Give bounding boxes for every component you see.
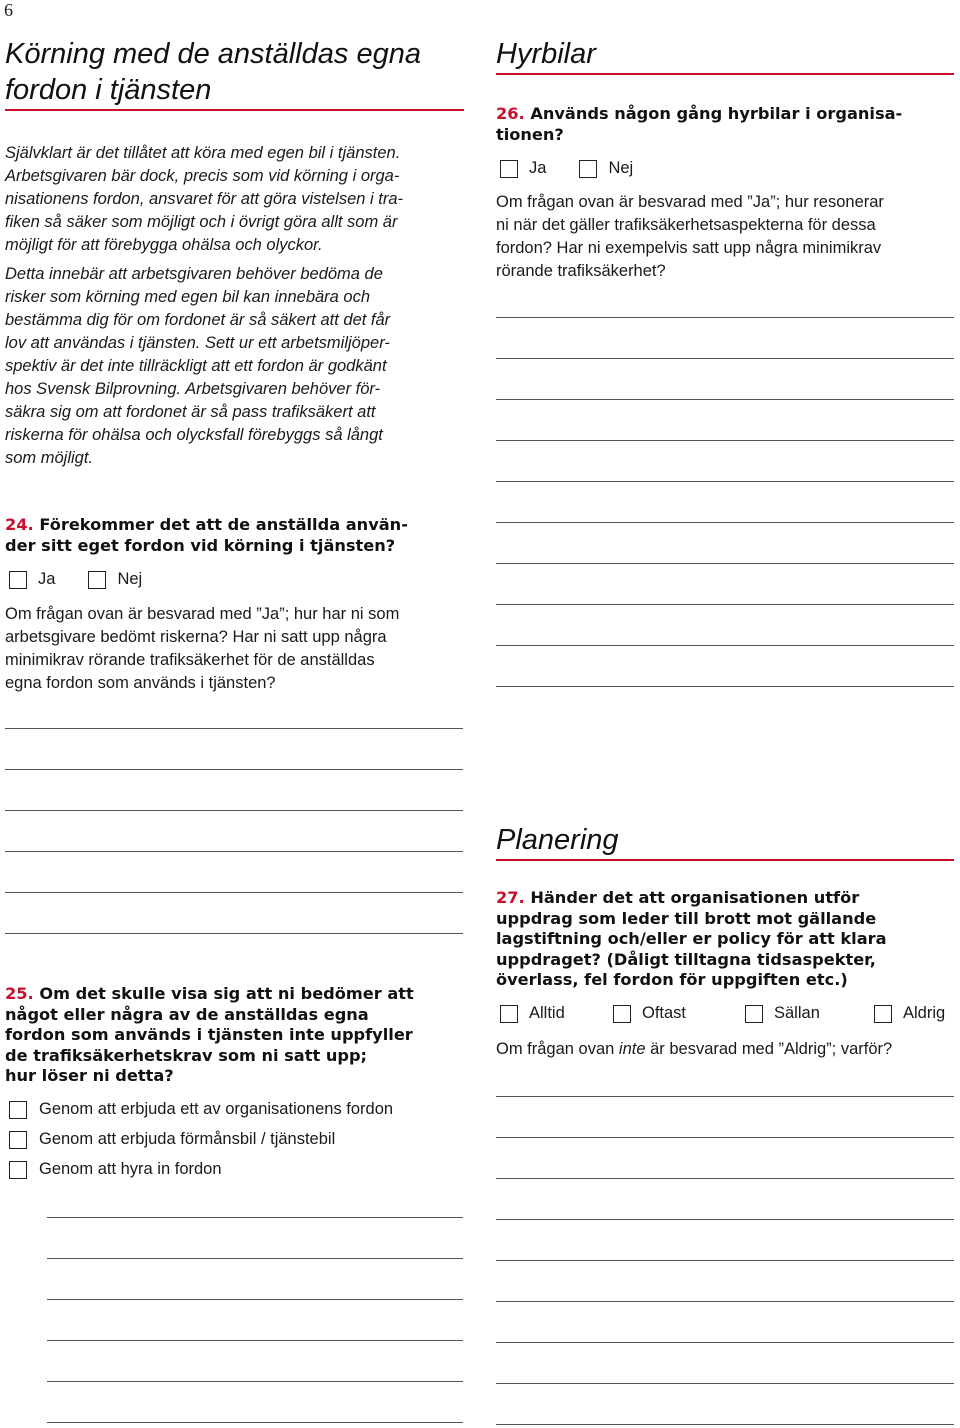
answer-line[interactable]	[496, 317, 954, 318]
text-line: Detta innebär att arbetsgivaren behöver bedöma de	[5, 265, 383, 283]
q26-option-ja[interactable]: Ja	[500, 159, 546, 178]
answer-line[interactable]	[47, 1299, 463, 1300]
answer-line[interactable]	[5, 810, 463, 811]
answer-line[interactable]	[496, 1260, 954, 1261]
question-line: der sitt eget fordon vid körning i tjänsten?	[5, 535, 396, 555]
text-line: säkra sig om att fordonet är så pass trafiksäkert att	[5, 403, 376, 421]
text-line: bestämma dig för om fordonet är så säkert att det får	[5, 311, 391, 329]
answer-line[interactable]	[496, 1178, 954, 1179]
text-line: lov att användas i tjänsten. Sett ur ett arbetsmiljöper-	[5, 334, 390, 352]
answer-line[interactable]	[496, 604, 954, 605]
answer-line[interactable]	[496, 686, 954, 687]
answer-line[interactable]	[47, 1381, 463, 1382]
answer-line[interactable]	[5, 892, 463, 893]
title-rule	[496, 859, 954, 861]
q27-follow-up: Om frågan ovan inte är besvarad med ”Aldrig”; varför?	[496, 1040, 893, 1058]
checkbox[interactable]	[613, 1005, 631, 1023]
q27-option-aldrig[interactable]: Aldrig	[874, 1004, 945, 1023]
q27-option-oftast[interactable]: Oftast	[613, 1004, 686, 1023]
text-line: nisationens fordon, ansvaret för att göra vistelsen i tra-	[5, 190, 404, 208]
question-line: lagstiftning och/eller er policy för att klara	[496, 929, 887, 949]
text-line: ni när det gäller trafiksäkerhetsaspekterna för dessa	[496, 216, 876, 234]
title-line: Körning med de anställdas egna	[5, 38, 421, 70]
question-line: fordon som används i tjänsten inte uppfyller	[5, 1025, 413, 1045]
answer-line[interactable]	[496, 481, 954, 482]
q27-option-sallan[interactable]: Sällan	[745, 1004, 820, 1023]
section-title-planering: Planering	[496, 824, 619, 856]
answer-line[interactable]	[5, 851, 463, 852]
text-line: minimikrav rörande trafiksäkerhet för de anställdas	[5, 651, 375, 669]
question-line: 27. Händer det att organisationen utför	[496, 888, 860, 907]
page-number: 6	[4, 0, 13, 20]
answer-line[interactable]	[496, 399, 954, 400]
q26-options	[500, 159, 633, 178]
question-number: 24.	[5, 515, 34, 534]
checkbox[interactable]	[500, 160, 518, 178]
text-line: Om frågan ovan är besvarad med ”Ja”; hur resonerar	[496, 193, 884, 211]
checkbox[interactable]	[9, 571, 27, 589]
question-line: 26. Används någon gång hyrbilar i organisa-	[496, 104, 903, 123]
answer-line[interactable]	[47, 1340, 463, 1341]
answer-line[interactable]	[47, 1217, 463, 1218]
answer-line[interactable]	[496, 522, 954, 523]
question-number: 27.	[496, 888, 525, 907]
answer-line[interactable]	[496, 1219, 954, 1220]
question-line: 24. Förekommer det att de anställda använ-	[5, 515, 408, 534]
checkbox[interactable]	[500, 1005, 518, 1023]
question-number: 25.	[5, 984, 34, 1003]
text-line: risker som körning med egen bil kan innebära och	[5, 288, 371, 306]
question-24	[5, 515, 475, 556]
question-25	[5, 984, 475, 1087]
intro-paragraph	[5, 142, 465, 257]
answer-line[interactable]	[5, 933, 463, 934]
q25-option-2[interactable]: Genom att erbjuda förmånsbil / tjänstebil	[9, 1130, 335, 1149]
q25-option-3[interactable]: Genom att hyra in fordon	[9, 1160, 222, 1179]
answer-line[interactable]	[496, 1424, 954, 1425]
text-line: riskerna för ohälsa och olycksfall förebyggs så långt	[5, 426, 383, 444]
text-line: arbetsgivare bedömt riskerna? Har ni satt upp några	[5, 628, 387, 646]
title-rule	[496, 73, 954, 75]
question-line: de trafiksäkerhetskrav som ni satt upp;	[5, 1045, 368, 1065]
question-line: tionen?	[496, 124, 564, 144]
text-line: Självklart är det tillåtet att köra med egen bil i tjänsten.	[5, 144, 401, 162]
question-line: uppdrag som leder till brott mot gällande	[496, 908, 877, 928]
checkbox[interactable]	[579, 160, 597, 178]
checkbox[interactable]	[874, 1005, 892, 1023]
checkbox[interactable]	[88, 571, 106, 589]
answer-line[interactable]	[5, 769, 463, 770]
q24-option-ja[interactable]: Ja	[9, 570, 55, 589]
checkbox[interactable]	[9, 1131, 27, 1149]
q26-option-nej[interactable]: Nej	[579, 159, 633, 178]
answer-line[interactable]	[496, 1342, 954, 1343]
answer-line[interactable]	[47, 1422, 463, 1423]
question-line: något eller några av de anställdas egna	[5, 1004, 369, 1024]
answer-line[interactable]	[496, 1383, 954, 1384]
text-line: hos Svensk Bilprovning. Arbetsgivaren behöver för-	[5, 380, 381, 398]
q24-follow-up	[5, 603, 465, 695]
question-line: hur löser ni detta?	[5, 1066, 174, 1086]
title-line: fordon i tjänsten	[5, 74, 212, 106]
text-line: rörande trafiksäkerhet?	[496, 262, 666, 280]
q24-options	[9, 570, 142, 589]
question-line: 25. Om det skulle visa sig att ni bedömer att	[5, 984, 414, 1003]
q24-option-nej[interactable]: Nej	[88, 570, 142, 589]
section-title-hyrbilar: Hyrbilar	[496, 38, 596, 70]
question-line: uppdraget? (Dåligt tilltagna tidsaspekter,	[496, 949, 876, 969]
answer-line[interactable]	[5, 728, 463, 729]
answer-line[interactable]	[496, 358, 954, 359]
answer-line[interactable]	[47, 1258, 463, 1259]
text-line: egna fordon som används i tjänsten?	[5, 674, 276, 692]
section-title-own-vehicles	[5, 36, 421, 108]
title-rule	[5, 109, 464, 111]
text-line: spektiv är det inte tillräckligt att ett fordon är godkänt	[5, 357, 387, 375]
answer-line[interactable]	[496, 563, 954, 564]
question-number: 26.	[496, 104, 525, 123]
text-line: Om frågan ovan är besvarad med ”Ja”; hur har ni som	[5, 605, 400, 623]
answer-line[interactable]	[496, 440, 954, 441]
question-27	[496, 888, 958, 991]
checkbox[interactable]	[745, 1005, 763, 1023]
text-line: Arbetsgivaren bär dock, precis som vid körning i orga-	[5, 167, 400, 185]
answer-line[interactable]	[496, 645, 954, 646]
question-26	[496, 104, 958, 145]
checkbox[interactable]	[9, 1101, 27, 1119]
q26-follow-up	[496, 191, 956, 283]
answer-line[interactable]	[496, 1301, 954, 1302]
text-line: fiken så säker som möjligt och i övrigt göra allt som är	[5, 213, 398, 231]
text-line: möjligt för att förebygga ohälsa och olyckor.	[5, 236, 323, 254]
q27-option-alltid[interactable]: Alltid	[500, 1004, 565, 1023]
body-paragraph	[5, 263, 465, 470]
text-line: fordon? Har ni exempelvis satt upp några minimikrav	[496, 239, 882, 257]
text-line: som möjligt.	[5, 449, 94, 467]
checkbox[interactable]	[9, 1161, 27, 1179]
answer-line[interactable]	[496, 1096, 954, 1097]
q25-option-1[interactable]: Genom att erbjuda ett av organisationens fordon	[9, 1100, 393, 1119]
answer-line[interactable]	[496, 1137, 954, 1138]
question-line: överlass, fel fordon för uppgiften etc.)	[496, 970, 848, 990]
